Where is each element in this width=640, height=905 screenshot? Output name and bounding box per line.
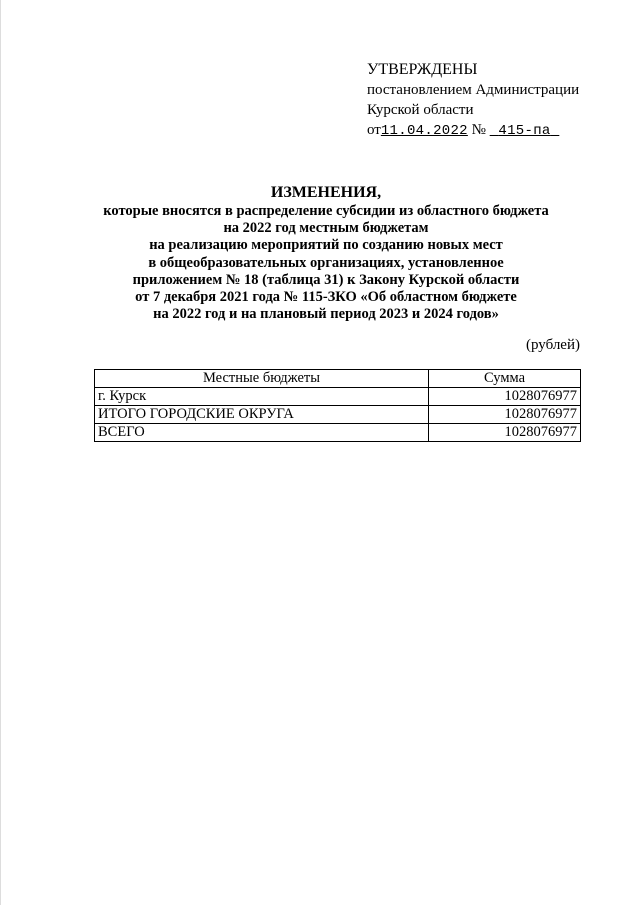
table-row: [95, 424, 581, 442]
title-line: которые вносятся в распределение субсидии из областного бюджета: [103, 203, 549, 219]
table-row: [95, 406, 581, 424]
document-title: [61, 183, 591, 323]
row-sum: 1028076977: [429, 424, 581, 442]
row-sum: 1028076977: [429, 406, 581, 424]
row-budget-name: ВСЕГО: [95, 424, 429, 442]
approval-date: 11.04.2022: [380, 123, 468, 139]
approval-stamp: [367, 60, 579, 141]
number-prefix: №: [471, 122, 486, 138]
units-label: (рублей): [525, 337, 580, 353]
title-heading: ИЗМЕНЕНИЯ,: [270, 184, 382, 201]
approval-line-1: постановлением Администрации: [367, 82, 580, 98]
title-line: от 7 декабря 2021 года № 115-ЗКО «Об областном бюджете: [135, 289, 517, 306]
title-line: приложением № 18 (таблица 31) к Закону Курской области: [132, 271, 520, 288]
approval-date-line: [367, 120, 579, 141]
approval-line-2: Курской области: [367, 102, 474, 118]
row-sum: 1028076977: [429, 388, 581, 406]
approval-heading: УТВЕРЖДЕНЫ: [367, 61, 478, 78]
row-budget-name: г. Курск: [95, 388, 429, 406]
title-line: на реализацию мероприятий по созданию новых мест: [149, 237, 503, 254]
column-header-sum: Сумма: [429, 370, 581, 388]
row-budget-name: ИТОГО ГОРОДСКИЕ ОКРУГА: [95, 406, 429, 424]
title-line: на 2022 год местным бюджетам: [223, 220, 429, 237]
title-line: в общеобразовательных организациях, установленное: [148, 254, 504, 271]
table-row: [95, 388, 581, 406]
column-header-budgets: Местные бюджеты: [95, 370, 429, 388]
title-line: на 2022 год и на плановый период 2023 и 2024 годов»: [153, 306, 499, 323]
date-prefix: от: [367, 122, 381, 138]
approval-number: 415-па: [498, 123, 551, 139]
budget-table: [94, 369, 581, 442]
table-header-row: [95, 370, 581, 388]
